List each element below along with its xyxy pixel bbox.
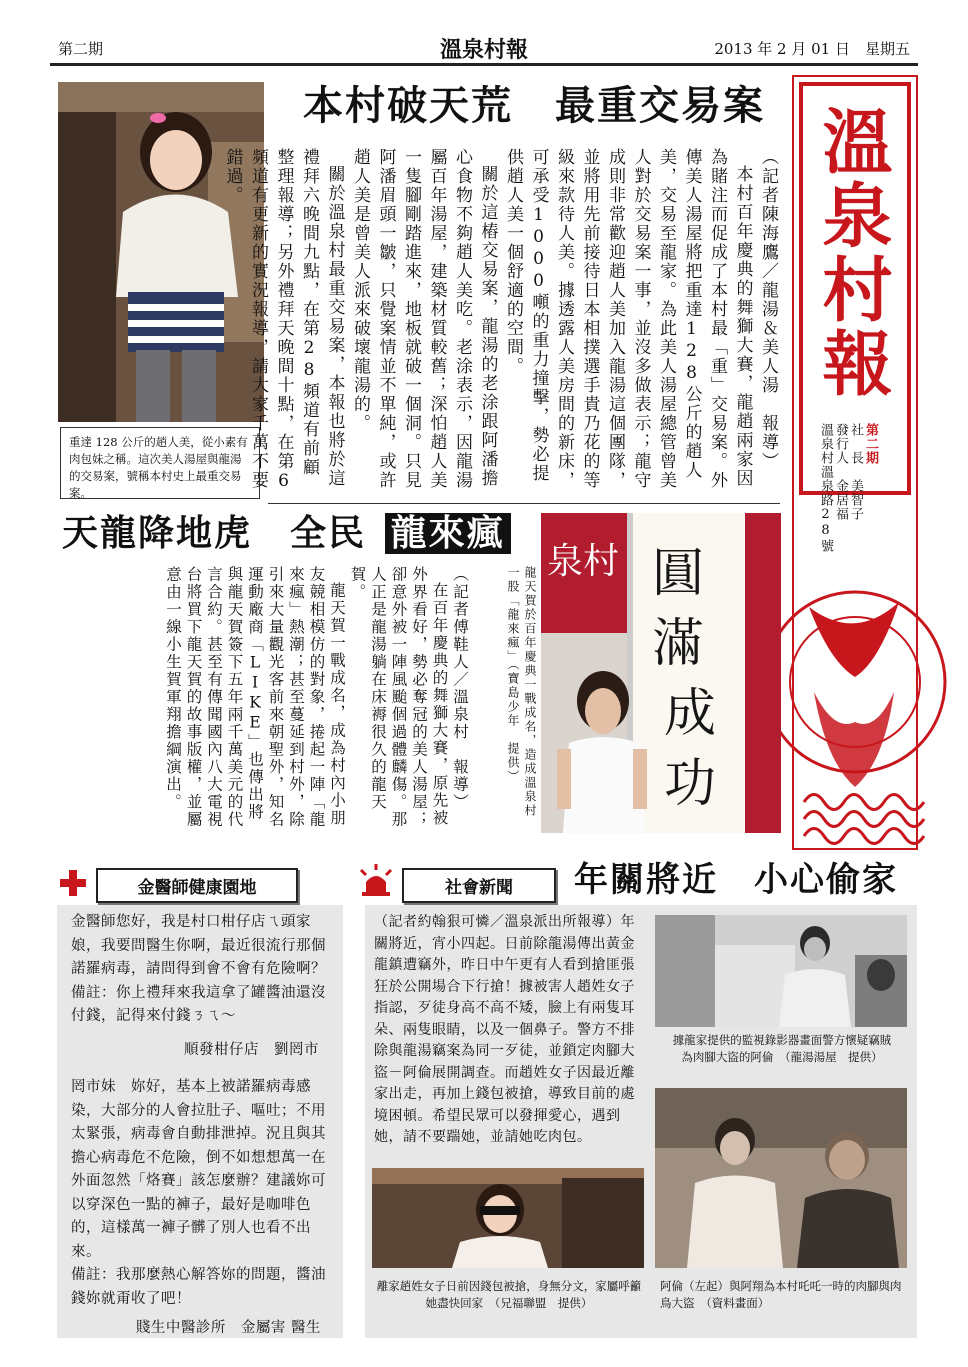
newspaper-title: 溫泉村報 [439,38,528,63]
masthead-issuer: 發行人 金居福 [833,423,848,521]
story2-caption: 龍天賀於百年慶典一戰成名，造成溫泉村一股「龍來瘋」（寶島少年 提供） [506,566,537,818]
story1-headline: 本村破天荒 最重交易案 [303,83,765,129]
story2-paragraph-1: 在百年慶典的舞獅大賽，原先被外界看好，勢必奪冠的美人湯屋；卻意外被一陣風颱個過體麟傷。那人正是龍湯躺在床褥很久的龍天賀。 [348,566,449,829]
header-rule [50,63,918,66]
banner-char-1: 圓 [652,544,705,604]
masthead-publisher: 社 長 美智子 [848,423,863,521]
banner-char-3: 成 [664,684,717,744]
banner-char-2: 滿 [652,614,705,674]
story2-headline-text: 天龍降地虎 全民 [62,513,367,554]
story2-body [60,566,470,831]
alarm-siren-icon [357,862,395,896]
health-letter-note: 備註：你上禮拜來我這拿了罐醬油還沒付錢，記得來付錢ㄋㄟ～ [71,984,326,1024]
health-reply-sign: 賤生中醫診所 金屬害 醫生 [135,1320,321,1336]
story1-caption: 重達 128 公斤的趙人美，從小素有肉包妹之稱。這次美人湯屋與龍湯的交易案，號稱本村史上最重交易案。 [60,427,260,499]
story2-headline [62,510,532,558]
victim-caption: 離家趙姓女子日前因錢包被搶，身無分文，家屬呼籲她盡快回家 （兄福聯盟 提供） [376,1279,642,1310]
masthead-address: 溫泉村溫泉路28號 [818,423,833,553]
phoenix-ornament [794,547,916,849]
photo-cctv [655,915,907,1027]
story1-body [222,148,780,493]
masthead-issue: 第二期 [863,423,878,465]
social-headline: 年關將近 小心偷家 [574,860,898,900]
sign-text: 泉村 [547,541,620,582]
story1-paragraph-2: 關於這樁交易案，龍湯的老涂跟阿潘擔心食物不夠趙人美吃。老涂表示，因龍湯屬百年湯屋，建築材質較舊；深怕趙人美一隻腳剛踏進來，地板就破一個洞。只見阿潘眉頭一皺，只覺案情並不單純，或許趙人美是曾美人派來破壞龍湯的。 [350,148,498,490]
issue-number: 第二期 [58,40,104,58]
story2-headline-highlight: 龍來瘋 [385,513,511,554]
health-letter-sign: 順發柑仔店 劉罔市 [184,1041,319,1058]
photo-long-tianhe [541,513,781,833]
story1-byline: （記者陳海鷹／龍湯＆美人湯 報導） [758,148,778,471]
thieves-caption: 阿倫（左起）與阿翔為本村吒吒一時的肉腳與肉鳥大盜 （資料畫面） [660,1279,902,1310]
cctv-caption: 據龍家提供的監視錄影器畫面警方懷疑竊賊為肉腳大盜的阿倫 （龍湯湯屋 提供） [672,1033,892,1064]
publish-date: 2013 年 2 月 01 日 星期五 [714,40,910,58]
story1-divider [268,503,780,504]
social-section-label: 社會新聞 [402,868,556,903]
health-panel [57,905,343,1338]
story1-paragraph-3: 關於溫泉村最重交易案，本報也將於這禮拜六晚間九點，在第28頻道有前顧整理報導；另外禮拜天晚間十點，在第6頻道有更新的實況報導，請大家千萬不要錯過。 [222,148,345,493]
photo-victim [372,1168,644,1268]
masthead-title: 溫泉村報 [811,105,893,401]
masthead-box [792,75,918,850]
health-cross-icon [60,870,86,896]
banner-char-4: 功 [664,754,717,814]
story2-paragraph-2: 龍天賀一戰成名，成為村內小朋友競相模仿的對象，捲起一陣「龍來瘋」熱潮；甚至蔓延到村外，除引來大量觀光客前來朝聖外，知名運動廠商「LIKE」也傳出將與龍天賀簽下五年兩千萬美元的代言合約。甚至有傳聞國內八大電視台將買下龍天賀的故事版權，並屬意由一線小生賀軍翔擔綱演出。 [164,566,346,829]
photo-thieves [655,1088,907,1268]
story2-byline: （記者傅鞋人／溫泉村 報導） [451,566,469,811]
masthead-info [818,423,878,553]
story1-paragraph-1: 本村百年慶典的舞獅大賽，龍趙兩家因為賭注而促成了本村最「重」交易案。外傳美人湯屋將把重達128公斤的趙人美，交易至龍家。為此美人湯屋總管曾美人對於交易案一事，並沒多做表示；龍守成則非常歡迎趙人美加入龍湯這個團隊，並將用先前接待日本相撲選手貴乃花的等級來款待人美。據透露人美房間的新床，可承受1000噸的重力撞擊，勢必提供趙人美一個舒適的空間。 [503,148,753,490]
health-reply: 罔市妹 妳好，基本上被諾羅病毒感染，大部分的人會拉肚子、嘔吐；不用太緊張，病毒會自動排泄掉。況且與其擔心病毒危不危險，倒不如想想萬一在外面忽然「烙賽」該怎麼辦？建議妳可以穿深色一點的褲子，最好是咖啡色的，這樣萬一褲子髒了別人也看不出來。 [71,1079,326,1260]
health-reply-note: 備註：我那麼熱心解答妳的問題，醬油錢妳就甭收了吧！ [71,1267,326,1307]
health-section-label: 金醫師健康園地 [96,868,298,903]
social-body: （記者約翰狠可憐／溫泉派出所報導）年關將近，宵小四起。日前除龍湯傳出黃金龍鎮遭竊外，昨日中午更有人看到搶匪張狂於公開場合下行搶！據被害人趙姓女子指認，歹徒身高不高不矮，臉上有兩隻耳朵、兩隻眼睛，以及一個鼻子。警方不排除與龍湯竊案為同一歹徒，並鎖定肉腳大盜－阿倫展開調查。而趙姓女子因最近離家出走，再加上錢包被搶，導致目前的處境困頓。希望民眾可以發揮愛心，遇到她，請不要踹她，並請她吃肉包。 [374,914,635,1145]
health-letter: 金醫師您好，我是村口柑仔店ㄟ頭家娘，我要問醫生你啊，最近很流行那個諾羅病毒，請問得到會不會有危險啊？ [71,914,326,977]
